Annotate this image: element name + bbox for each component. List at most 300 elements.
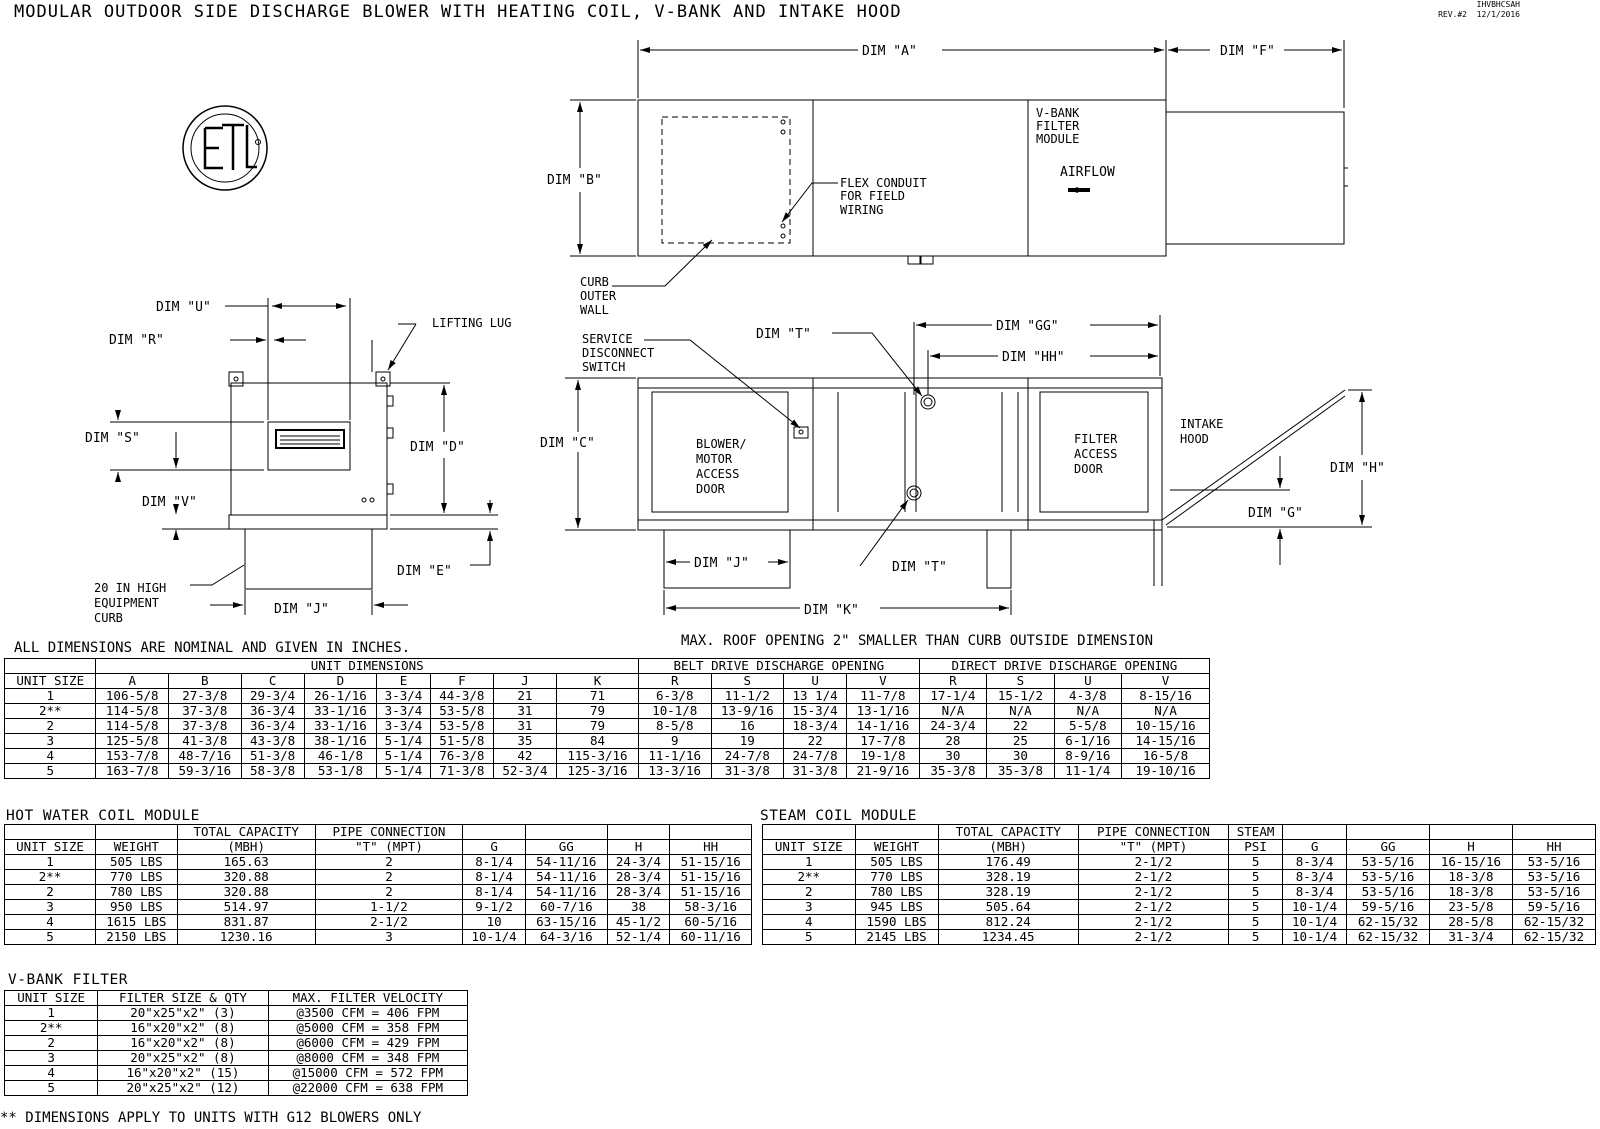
table-cell: 18-3/8 [1430, 870, 1513, 885]
table-cell: 1590 LBS [855, 915, 938, 930]
column-header: UNIT SIZE [763, 840, 856, 855]
table-cell: 37-3/8 [169, 719, 242, 734]
table-cell: 2 [315, 855, 463, 870]
revision-date: REV.#2 12/1/2016 [1438, 10, 1520, 19]
column-header: K [556, 674, 638, 689]
table-cell: 505 LBS [855, 855, 938, 870]
column-header: (MBH) [938, 840, 1078, 855]
table-row [5, 704, 1210, 719]
table-cell: 2 [315, 870, 463, 885]
table-row [5, 930, 752, 945]
airflow-label: AIRFLOW [1060, 165, 1115, 180]
column-header: R [919, 674, 986, 689]
etl-listed-logo [183, 106, 267, 190]
table-cell: 13-3/16 [638, 764, 711, 779]
column-header [670, 825, 752, 840]
table-cell: 20"x25"x2" (12) [98, 1081, 268, 1096]
dim-d-label: DIM "D" [410, 440, 465, 455]
nominal-note: ALL DIMENSIONS ARE NOMINAL AND GIVEN IN INCHES. [14, 640, 411, 656]
table-cell: 51-15/16 [670, 885, 752, 900]
column-header: STEAM [1228, 825, 1282, 840]
table-cell: 71 [556, 689, 638, 704]
curb-label-2: OUTER [580, 289, 617, 303]
table-cell: 1 [5, 689, 96, 704]
column-header [1347, 825, 1430, 840]
dim-j-side-label: DIM "J" [274, 602, 329, 617]
table-cell: @3500 CFM = 406 FPM [268, 1006, 467, 1021]
table-cell: 6-1/16 [1054, 734, 1121, 749]
table-cell: 63-15/16 [525, 915, 607, 930]
column-header: UNIT SIZE [5, 674, 96, 689]
table-cell: 11-1/2 [711, 689, 784, 704]
table-cell: 5-1/4 [377, 764, 431, 779]
table-cell: 1-1/2 [315, 900, 463, 915]
table-cell: 3 [5, 1051, 98, 1066]
table-cell: 54-11/16 [525, 855, 607, 870]
revision-code: IHVBHCSAH [1476, 0, 1520, 9]
table-cell: 812.24 [938, 915, 1078, 930]
table-cell: 16"x20"x2" (8) [98, 1036, 268, 1051]
table-cell: 37-3/8 [169, 704, 242, 719]
table-cell: 165.63 [177, 855, 315, 870]
table-cell: 505 LBS [96, 855, 178, 870]
table-cell: 16 [711, 719, 784, 734]
table-cell: 328.19 [938, 870, 1078, 885]
table-cell: @22000 CFM = 638 FPM [268, 1081, 467, 1096]
table-cell: 19-1/8 [847, 749, 920, 764]
table-cell: 163-7/8 [96, 764, 169, 779]
table-cell: 19 [711, 734, 784, 749]
column-header: PIPE CONNECTION [1078, 825, 1228, 840]
dim-u-label: DIM "U" [156, 300, 211, 315]
table-cell: 5-1/4 [377, 734, 431, 749]
equip-curb-label-3: CURB [94, 611, 123, 625]
flex-conduit-label-3: WIRING [840, 203, 884, 217]
table-cell: 64-3/16 [525, 930, 607, 945]
table-cell: 31-3/8 [784, 764, 847, 779]
column-header: TOTAL CAPACITY [938, 825, 1078, 840]
table-cell: 58-3/16 [670, 900, 752, 915]
table-cell: 16-15/16 [1430, 855, 1513, 870]
table-cell: 125-5/8 [96, 734, 169, 749]
table-cell: 28-3/4 [607, 870, 670, 885]
table-row [5, 915, 752, 930]
table-header-row [5, 991, 468, 1006]
table-cell: 16"x20"x2" (15) [98, 1066, 268, 1081]
table-cell: 53-5/8 [430, 719, 493, 734]
column-header: HH [670, 840, 752, 855]
column-header: J [493, 674, 556, 689]
table-cell: 20"x25"x2" (3) [98, 1006, 268, 1021]
table-row [5, 1066, 468, 1081]
table-cell: 114-5/8 [96, 704, 169, 719]
column-header: U [784, 674, 847, 689]
table-cell: 114-5/8 [96, 719, 169, 734]
table-row [763, 930, 1596, 945]
column-header: F [430, 674, 493, 689]
table-cell: 29-3/4 [241, 689, 304, 704]
column-header [1283, 825, 1347, 840]
column-header [463, 825, 526, 840]
table-cell: 25 [987, 734, 1054, 749]
hot-water-title: HOT WATER COIL MODULE [6, 808, 200, 824]
table-cell: 36-3/4 [241, 704, 304, 719]
table-cell: 21 [493, 689, 556, 704]
table-cell: 2** [5, 704, 96, 719]
table-cell: 43-3/8 [241, 734, 304, 749]
equip-curb-label-1: 20 IN HIGH [94, 581, 167, 595]
column-header: G [1283, 840, 1347, 855]
dim-k-label: DIM "K" [804, 603, 859, 618]
table-cell: 51-15/16 [670, 870, 752, 885]
table-cell: 24-7/8 [711, 749, 784, 764]
table-cell: 2 [5, 1036, 98, 1051]
column-header: TOTAL CAPACITY [177, 825, 315, 840]
drawing-title: MODULAR OUTDOOR SIDE DISCHARGE BLOWER WITH HEATING COIL, V-BANK AND INTAKE HOOD [14, 2, 902, 22]
column-header: U [1054, 674, 1121, 689]
table-cell: 14-1/16 [847, 719, 920, 734]
table-cell: 5 [763, 930, 856, 945]
table-cell: 60-7/16 [525, 900, 607, 915]
table-cell: 2 [5, 885, 96, 900]
table-cell: 18-3/4 [784, 719, 847, 734]
table-cell: 16"x20"x2" (8) [98, 1021, 268, 1036]
table-cell: 58-3/8 [241, 764, 304, 779]
table-cell: 328.19 [938, 885, 1078, 900]
filter-door-label-1: FILTER [1074, 432, 1118, 446]
table-row [5, 689, 1210, 704]
equip-curb-label-2: EQUIPMENT [94, 596, 160, 610]
table-cell: 13 1/4 [784, 689, 847, 704]
dim-c-label: DIM "C" [540, 436, 595, 451]
table-cell: 54-11/16 [525, 870, 607, 885]
table-cell: 60-11/16 [670, 930, 752, 945]
table-cell: 28-5/8 [1430, 915, 1513, 930]
table-cell: 10-1/4 [1283, 930, 1347, 945]
table-cell: 53-5/16 [1512, 885, 1595, 900]
dim-f-label: DIM "F" [1220, 44, 1275, 59]
table-header-row [763, 840, 1596, 855]
table-cell: 13-1/16 [847, 704, 920, 719]
table-cell: 5 [1228, 915, 1282, 930]
table-cell: N/A [987, 704, 1054, 719]
belt-drive-header: BELT DRIVE DISCHARGE OPENING [638, 659, 919, 674]
column-header: G [463, 840, 526, 855]
column-header [1512, 825, 1595, 840]
table-cell: 2 [315, 885, 463, 900]
table-group-header-row [5, 659, 1210, 674]
table-row [5, 1081, 468, 1096]
table-cell: 3 [315, 930, 463, 945]
table-cell: 54-11/16 [525, 885, 607, 900]
table-cell: 2** [5, 1021, 98, 1036]
vbank-title: V-BANK FILTER [8, 972, 128, 988]
table-cell: 38-1/16 [304, 734, 377, 749]
table-cell: 5 [5, 930, 96, 945]
column-header: HH [1512, 840, 1595, 855]
column-header: A [96, 674, 169, 689]
table-cell: 2 [5, 719, 96, 734]
table-cell: @6000 CFM = 429 FPM [268, 1036, 467, 1051]
table-cell: 31 [493, 719, 556, 734]
table-cell: 79 [556, 719, 638, 734]
table-cell: 41-3/8 [169, 734, 242, 749]
column-header: MAX. FILTER VELOCITY [268, 991, 467, 1006]
table-cell: 53-1/8 [304, 764, 377, 779]
table-row [5, 719, 1210, 734]
service-switch-label-1: SERVICE [582, 332, 633, 346]
table-cell: 10-1/4 [1283, 915, 1347, 930]
table-cell: 22 [987, 719, 1054, 734]
table-cell: N/A [1122, 704, 1210, 719]
column-header: H [1430, 840, 1513, 855]
unit-dimensions-header: UNIT DIMENSIONS [96, 659, 639, 674]
table-cell: N/A [1054, 704, 1121, 719]
column-header [525, 825, 607, 840]
table-cell: 59-5/16 [1347, 900, 1430, 915]
dim-e-label: DIM "E" [397, 564, 452, 579]
table-cell: 10 [463, 915, 526, 930]
table-cell: 2 [763, 885, 856, 900]
hot-water-coil-table [4, 824, 752, 945]
column-header: S [987, 674, 1054, 689]
table-cell: 1615 LBS [96, 915, 178, 930]
table-cell: 24-3/4 [607, 855, 670, 870]
steam-coil-table [762, 824, 1596, 945]
column-header [763, 825, 856, 840]
table-cell: 2-1/2 [1078, 915, 1228, 930]
curb-label-3: WALL [580, 303, 609, 317]
top-plan-view [638, 100, 1348, 264]
table-cell: 5-5/8 [1054, 719, 1121, 734]
table-cell: 35 [493, 734, 556, 749]
table-cell: 4 [5, 1066, 98, 1081]
table-cell: 17-7/8 [847, 734, 920, 749]
column-header: UNIT SIZE [5, 840, 96, 855]
table-cell: 52-1/4 [607, 930, 670, 945]
table-cell: 8-1/4 [463, 870, 526, 885]
table-header-row [5, 840, 752, 855]
table-cell: 59-3/16 [169, 764, 242, 779]
table-cell: 4 [763, 915, 856, 930]
table-row [5, 885, 752, 900]
table-cell: 1 [5, 1006, 98, 1021]
table-cell: 3-3/4 [377, 689, 431, 704]
roof-opening-note: MAX. ROOF OPENING 2" SMALLER THAN CURB OUTSIDE DIMENSION [681, 633, 1154, 649]
table-cell: 60-5/16 [670, 915, 752, 930]
table-row [5, 900, 752, 915]
table-cell: 4 [5, 749, 96, 764]
table-row [763, 870, 1596, 885]
column-header: E [377, 674, 431, 689]
table-cell: 45-1/2 [607, 915, 670, 930]
table-cell: 1 [763, 855, 856, 870]
table-cell: 51-3/8 [241, 749, 304, 764]
table-cell: @5000 CFM = 358 FPM [268, 1021, 467, 1036]
steam-title: STEAM COIL MODULE [760, 808, 917, 824]
table-row [763, 915, 1596, 930]
table-cell: 153-7/8 [96, 749, 169, 764]
table-row [5, 734, 1210, 749]
table-cell: 24-3/4 [919, 719, 986, 734]
table-row [5, 1021, 468, 1036]
table-row [763, 885, 1596, 900]
table-cell: 53-5/16 [1347, 855, 1430, 870]
table-cell: 53-5/16 [1347, 885, 1430, 900]
table-cell: 18-3/8 [1430, 885, 1513, 900]
column-header: GG [525, 840, 607, 855]
table-cell: 11-1/16 [638, 749, 711, 764]
table-row [5, 749, 1210, 764]
table-row [5, 1051, 468, 1066]
column-header: UNIT SIZE [5, 991, 98, 1006]
blower-door-label-2: MOTOR [696, 452, 733, 466]
table-cell: 5 [1228, 885, 1282, 900]
table-cell: 3 [5, 900, 96, 915]
table-cell: 53-5/16 [1512, 855, 1595, 870]
vbank-filter-table [4, 990, 468, 1096]
table-cell: N/A [919, 704, 986, 719]
intake-hood-label-2: HOOD [1180, 432, 1209, 446]
column-header [855, 825, 938, 840]
table-cell: 770 LBS [96, 870, 178, 885]
table-cell: 8-9/16 [1054, 749, 1121, 764]
table-cell: 10-1/8 [638, 704, 711, 719]
vbank-label-2: FILTER [1036, 119, 1080, 133]
table-cell: 8-1/4 [463, 855, 526, 870]
table-cell: 30 [919, 749, 986, 764]
dim-t-top-label: DIM "T" [756, 327, 811, 342]
table-cell: 51-5/8 [430, 734, 493, 749]
column-header: WEIGHT [96, 840, 178, 855]
table-cell: 31 [493, 704, 556, 719]
table-cell: 11-1/4 [1054, 764, 1121, 779]
dim-a-label: DIM "A" [862, 44, 917, 59]
column-header: WEIGHT [855, 840, 938, 855]
table-cell: 780 LBS [96, 885, 178, 900]
table-cell: 38 [607, 900, 670, 915]
table-cell: 514.97 [177, 900, 315, 915]
table-cell: @8000 CFM = 348 FPM [268, 1051, 467, 1066]
table-cell: 1234.45 [938, 930, 1078, 945]
table-row [5, 764, 1210, 779]
table-cell: 8-15/16 [1122, 689, 1210, 704]
table-cell: 30 [987, 749, 1054, 764]
table-row [5, 855, 752, 870]
table-cell: 62-15/32 [1512, 915, 1595, 930]
vbank-label-3: MODULE [1036, 132, 1080, 146]
table-cell: 3 [763, 900, 856, 915]
table-cell: 1 [5, 855, 96, 870]
table-cell: 4-3/8 [1054, 689, 1121, 704]
dim-g-label: DIM "G" [1248, 506, 1303, 521]
table-cell: 9 [638, 734, 711, 749]
table-cell: 8-3/4 [1283, 855, 1347, 870]
table-cell: 5 [1228, 900, 1282, 915]
table-cell: 9-1/2 [463, 900, 526, 915]
blower-door-label-4: DOOR [696, 482, 725, 496]
table-cell: 42 [493, 749, 556, 764]
table-cell: 76-3/8 [430, 749, 493, 764]
curb-label-1: CURB [580, 275, 609, 289]
column-header: R [638, 674, 711, 689]
table-cell: 44-3/8 [430, 689, 493, 704]
table-cell: 945 LBS [855, 900, 938, 915]
table-cell: 320.88 [177, 885, 315, 900]
table-cell: 35-3/8 [987, 764, 1054, 779]
table-cell: 831.87 [177, 915, 315, 930]
table-cell: 6-3/8 [638, 689, 711, 704]
table-cell: 15-1/2 [987, 689, 1054, 704]
filter-door-label-2: ACCESS [1074, 447, 1118, 461]
table-cell: 115-3/16 [556, 749, 638, 764]
table-cell: 36-3/4 [241, 719, 304, 734]
filter-door-label-3: DOOR [1074, 462, 1103, 476]
table-cell: 62-15/32 [1347, 915, 1430, 930]
table-cell: 8-5/8 [638, 719, 711, 734]
table-cell: 33-1/16 [304, 704, 377, 719]
table-cell: 5 [1228, 855, 1282, 870]
service-switch-label-3: SWITCH [582, 360, 626, 374]
dim-s-label: DIM "S" [85, 431, 140, 446]
table-cell: 5 [1228, 930, 1282, 945]
table-cell: 1230.16 [177, 930, 315, 945]
table-cell: 53-5/16 [1512, 870, 1595, 885]
table-cell: 21-9/16 [847, 764, 920, 779]
table-cell: 2-1/2 [1078, 855, 1228, 870]
dim-r-label: DIM "R" [109, 333, 164, 348]
table-cell: 17-1/4 [919, 689, 986, 704]
column-header [607, 825, 670, 840]
table-cell: 28 [919, 734, 986, 749]
table-cell: 2** [5, 870, 96, 885]
column-header: H [607, 840, 670, 855]
table-cell: 4 [5, 915, 96, 930]
end-elevation-view [229, 372, 393, 589]
table-cell: 11-7/8 [847, 689, 920, 704]
dim-gg-label: DIM "GG" [996, 319, 1059, 334]
column-header: PSI [1228, 840, 1282, 855]
table-row [5, 870, 752, 885]
table-cell: 79 [556, 704, 638, 719]
column-header [1430, 825, 1513, 840]
table-cell: 31-3/8 [711, 764, 784, 779]
table-cell: 2** [763, 870, 856, 885]
table-cell: 780 LBS [855, 885, 938, 900]
column-header: S [711, 674, 784, 689]
table-cell: 46-1/8 [304, 749, 377, 764]
unit-dimensions-table [4, 658, 1210, 779]
intake-hood-label-1: INTAKE [1180, 417, 1224, 431]
table-cell: 53-5/16 [1347, 870, 1430, 885]
dim-t-bottom-label: DIM "T" [892, 560, 947, 575]
table-cell: 28-3/4 [607, 885, 670, 900]
table-row [763, 900, 1596, 915]
table-cell: 8-1/4 [463, 885, 526, 900]
dim-hh-label: DIM "HH" [1002, 350, 1065, 365]
flex-conduit-label-1: FLEX CONDUIT [840, 176, 927, 190]
table-cell: 5 [5, 764, 96, 779]
table-cell: 770 LBS [855, 870, 938, 885]
table-cell: 125-3/16 [556, 764, 638, 779]
column-header: (MBH) [177, 840, 315, 855]
column-header: PIPE CONNECTION [315, 825, 463, 840]
table-cell: 2150 LBS [96, 930, 178, 945]
table-header-row [5, 825, 752, 840]
column-header: C [241, 674, 304, 689]
table-cell: 62-15/32 [1512, 930, 1595, 945]
table-cell: 176.49 [938, 855, 1078, 870]
